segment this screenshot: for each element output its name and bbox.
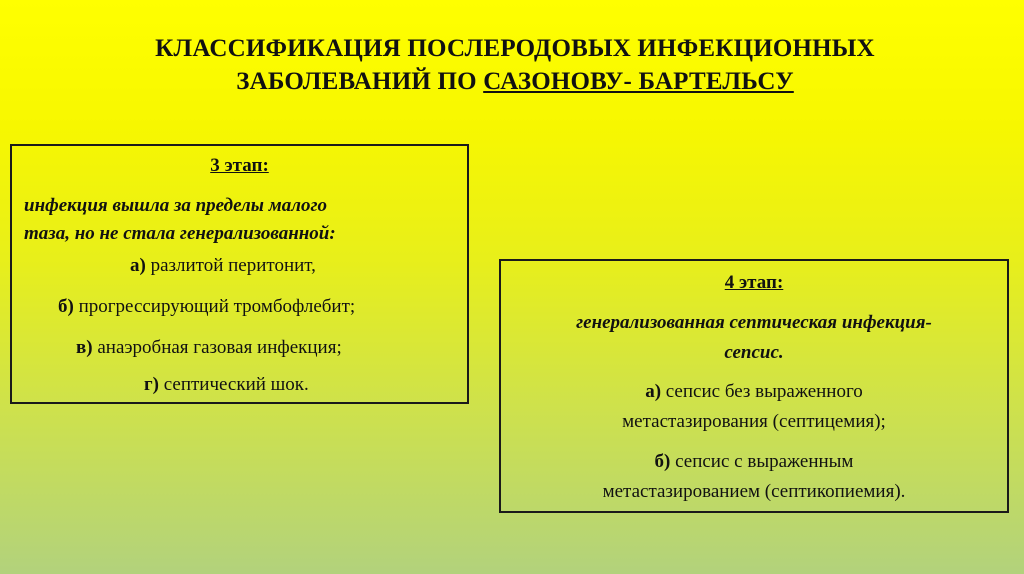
title-line-2 [60,65,970,98]
title-line-2-plain: ЗАБОЛЕВАНИЙ ПО [236,68,484,95]
stage-3-item-b [58,295,355,319]
item-marker: г) [144,374,159,395]
item-marker: в) [76,337,93,358]
stage-3-item-c [76,336,342,360]
item-marker: б) [58,296,74,317]
stage-3-item-a [130,254,316,278]
stage-4-item-a [501,380,1007,404]
stage-4-item-a-cont: метастазирования (септицемия); [622,411,886,432]
stage-4-item-b [501,450,1007,474]
item-text: сепсис с выраженным [670,451,854,472]
item-text: анаэробная газовая инфекция; [92,337,342,358]
item-text: септический шок. [158,374,309,395]
item-marker: а) [645,381,662,402]
item-text: сепсис без выраженного [661,381,863,402]
stage-3-desc-line-2: таза, но не стала генерализованной: [24,223,336,244]
title-line-1: КЛАССИФИКАЦИЯ ПОСЛЕРОДОВЫХ ИНФЕКЦИОННЫХ [155,35,875,62]
stage-4-heading: 4 этап: [724,272,784,293]
item-text: прогрессирующий тромбофлебит; [73,296,356,317]
item-marker: а) [130,255,146,276]
stage-4-item-b-cont: метастазированием (септикопиемия). [602,481,906,502]
item-text: разлитой перитонит, [145,255,316,276]
stage-3-box [10,144,469,404]
slide-title [60,32,970,98]
stage-4-desc-line-2: сепсис. [724,342,784,363]
stage-3-heading: 3 этап: [210,155,269,176]
stage-4-desc-line-1: генерализованная септическая инфекция- [576,312,932,333]
item-marker: б) [654,451,671,472]
stage-3-item-d [144,373,309,397]
stage-3-desc-line-1: инфекция вышла за пределы малого [24,195,327,216]
title-line-2-underlined: САЗОНОВУ- БАРТЕЛЬСУ [483,68,794,95]
stage-4-box [499,259,1009,513]
